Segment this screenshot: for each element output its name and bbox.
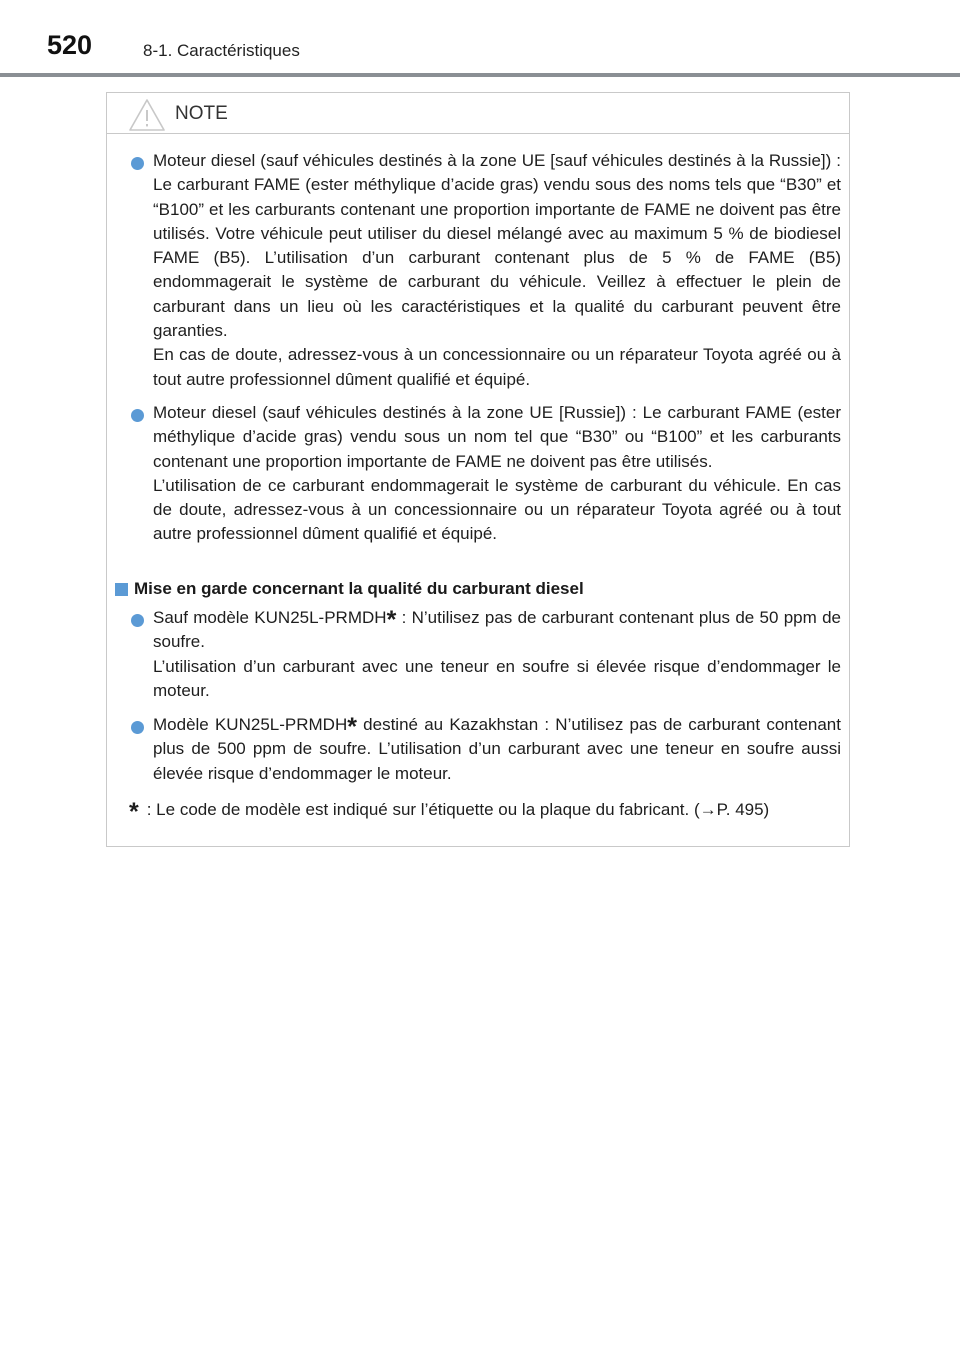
note-item-1-text: Moteur diesel (sauf véhicules destinés à la zone UE [sauf véhicules destinés à la Russie]) : Le carburant FAME (ester méthylique d’acide gras) vendu sous des noms tels que “B30” et “B100” et les carburants contenant une proportion importante de FAME ne doivent pas être utilisés. Votre véhicule peut utiliser du diesel mélangé avec au maximum 5 % de biodiesel FAME (B5). L’utilisation d’un carburant contenant plus de 5 % de FAME (B5) endommagerait le système de carburant du véhicule. Veillez à effectuer le plein de carburant dans un lieu où les caractéristiques et la qualité du carburant peuvent être garanties. [153, 151, 841, 341]
section-title: 8-1. Caractéristiques [143, 41, 300, 60]
sub-item-1 [153, 606, 841, 703]
note-box [106, 92, 850, 847]
footnote-star: * [347, 713, 357, 741]
note-item-1-advice: En cas de doute, adressez-vous à un concessionnaire ou un réparateur Toyota agréé ou à tout autre professionnel dûment qualifié et équipé. [153, 345, 841, 389]
bullet-dot [131, 409, 144, 422]
footnote-star: * [386, 606, 397, 634]
footnote-text: : Le code de modèle est indiqué sur l’étiquette ou la plaque du fabricant. (→P. 495) [146, 800, 770, 819]
subheading: Mise en garde concernant la qualité du carburant diesel [134, 579, 584, 598]
note-label: NOTE [175, 103, 228, 124]
header-divider [0, 73, 960, 77]
note-item-2-advice: L’utilisation de ce carburant endommagerait le système de carburant du véhicule. En cas de doute, adressez-vous à un concessionnaire ou un réparateur Toyota agréé ou à tout autre professionnel dûment qualifié et équipé. [153, 475, 841, 544]
note-item-2-text: Moteur diesel (sauf véhicules destinés à la zone UE [Russie]) : Le carburant FAME (ester méthylique d’acide gras) vendu sous un nom tel que “B30” ou “B100” et les carburants contenant une proportion importante de FAME ne doivent pas être utilisés. [153, 403, 841, 471]
footnote-star: * [129, 798, 139, 826]
note-item-2 [153, 401, 841, 547]
sub-item-2-text [153, 713, 841, 786]
footnote [129, 798, 841, 826]
page-header [0, 0, 960, 80]
sub-item-1-advice: L’utilisation d’un carburant avec une teneur en soufre si élevée risque d’endommager le moteur. [153, 656, 841, 700]
warning-triangle-icon [128, 98, 166, 132]
page-number: 520 [47, 30, 93, 60]
note-header [107, 93, 849, 134]
bullet-dot [131, 157, 144, 170]
sub-item-1-text [153, 606, 841, 655]
bullet-dot [131, 721, 144, 734]
note-item-1 [153, 149, 841, 392]
sub-item-2-rest: destiné au Kazakhstan : N’utilisez pas de carburant contenant plus de 500 ppm de soufre. L’utilisation d’un carburant avec une teneur en soufre aussi élevée risque d’endommager le moteur. [153, 715, 841, 783]
sub-item-2 [153, 713, 841, 786]
sub-item-1-rest: : N’utilisez pas de carburant contenant plus de 50 ppm de soufre. [153, 608, 841, 652]
bullet-dot [131, 614, 144, 627]
square-bullet [115, 583, 128, 596]
model-code: Sauf modèle KUN25L-PRMDH [153, 608, 387, 627]
model-code: Modèle KUN25L-PRMDH [153, 715, 348, 734]
